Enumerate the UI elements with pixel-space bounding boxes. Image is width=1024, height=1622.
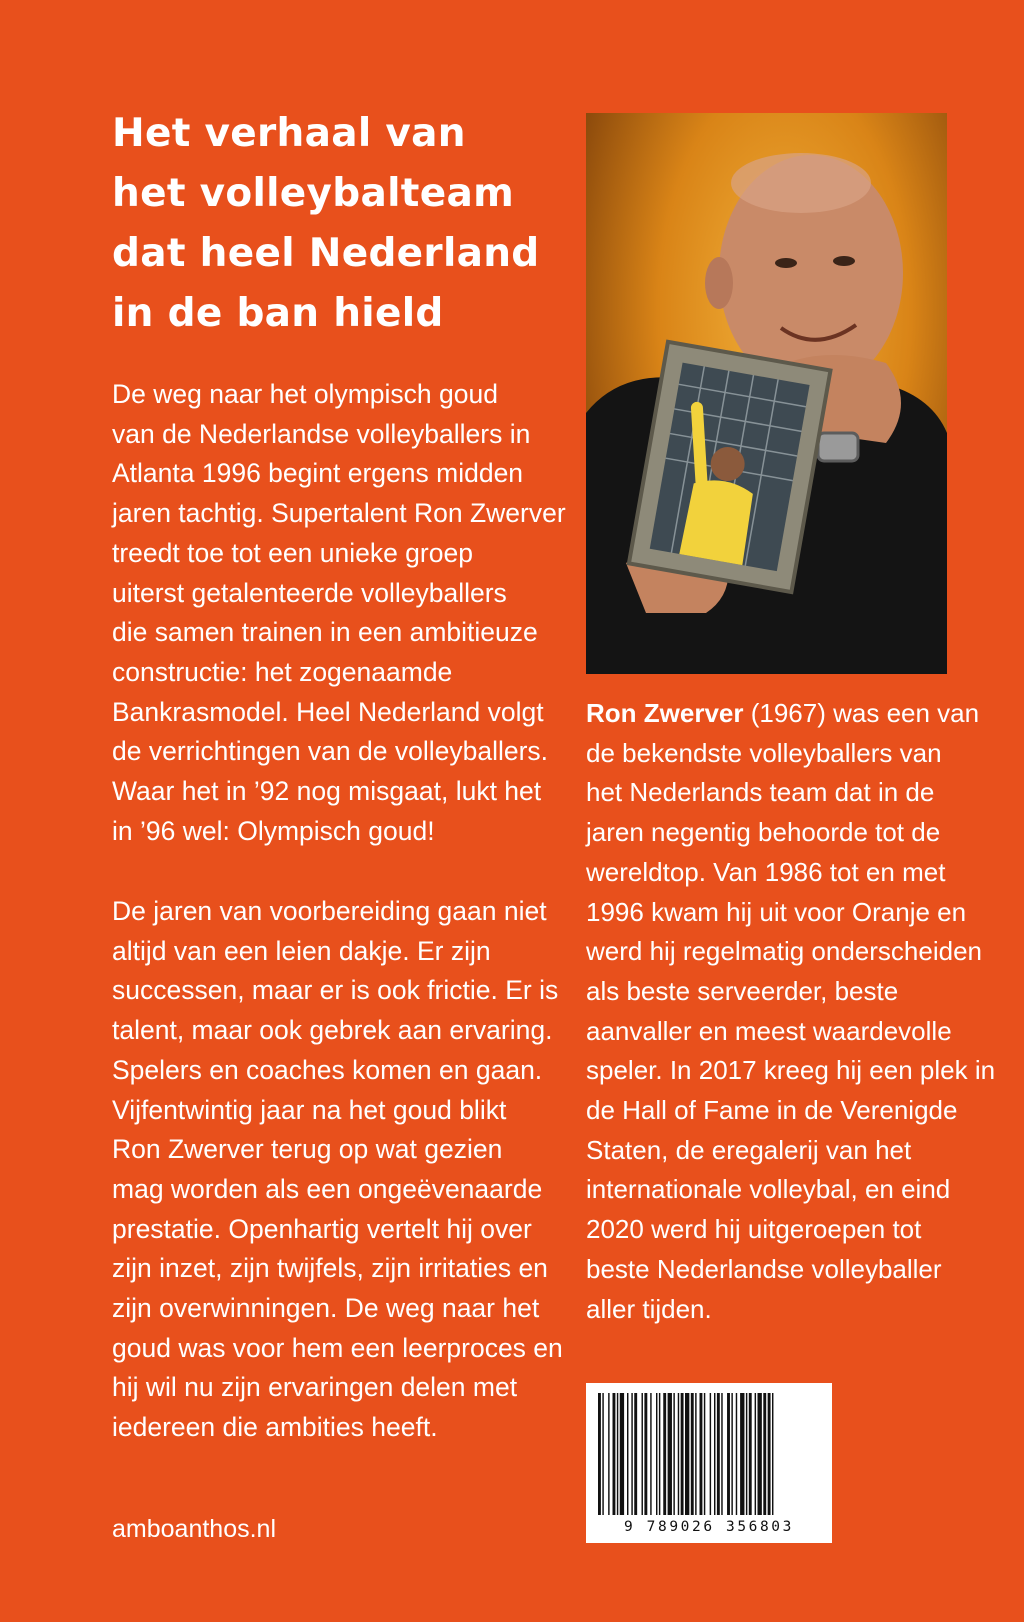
barcode-bar xyxy=(700,1393,703,1515)
barcode-bar xyxy=(663,1393,666,1515)
blurb-line: Bankrasmodel. Heel Nederland volgt xyxy=(112,696,544,727)
headline-line: het volleybalteam xyxy=(112,171,515,216)
author-portrait-illustration xyxy=(586,113,947,674)
blurb-line: hij wil nu zijn ervaringen delen met xyxy=(112,1372,518,1403)
bio-line: aller tijden. xyxy=(586,1293,712,1324)
blurb-line: de verrichtingen van de volleyballers. xyxy=(112,736,549,767)
blurb-line: mag worden als een ongeëvenaarde xyxy=(112,1173,543,1204)
bio-line: beste Nederlandse volleyballer xyxy=(586,1253,942,1284)
barcode-bar xyxy=(758,1393,762,1515)
blurb-line: De weg naar het olympisch goud xyxy=(112,379,498,409)
barcode-bar xyxy=(644,1393,647,1515)
barcode-bar xyxy=(755,1393,756,1515)
bio-line: de Hall of Fame in de Verenigde xyxy=(586,1095,958,1126)
barcode-bar xyxy=(721,1393,722,1515)
barcode-bar xyxy=(749,1393,752,1515)
blurb-line: constructie: het zogenaamde xyxy=(112,656,453,687)
barcode-bar xyxy=(668,1393,672,1515)
barcode-bar xyxy=(642,1393,643,1515)
bio-line: aanvaller en meest waardevolle xyxy=(586,1015,952,1046)
headline xyxy=(112,104,582,344)
publisher-url: amboanthos.nl xyxy=(112,1515,277,1543)
barcode-bar xyxy=(627,1393,628,1515)
barcode-bar xyxy=(685,1393,689,1515)
isbn-barcode xyxy=(586,1383,832,1543)
barcode-bar xyxy=(656,1393,657,1515)
blurb-line: in ’96 wel: Olympisch goud! xyxy=(112,815,435,846)
blurb-line: Ron Zwerver terug op wat gezien xyxy=(112,1134,503,1165)
barcode-bar xyxy=(650,1393,651,1515)
blurb-line: altijd van een leien dakje. Er zijn xyxy=(112,935,491,966)
barcode-bar xyxy=(602,1393,603,1515)
blurb-line: Spelers en coaches komen en gaan. xyxy=(112,1054,543,1085)
barcode-bar xyxy=(740,1393,744,1515)
blurb-line: prestatie. Openhartig vertelt hij over xyxy=(112,1213,532,1244)
blurb-line: Atlanta 1996 begint ergens midden xyxy=(112,458,524,489)
barcode-bar xyxy=(746,1393,747,1515)
barcode-bar xyxy=(598,1393,601,1515)
bio-line: Staten, de eregalerij van het xyxy=(586,1134,912,1165)
headline-line: Het verhaal van xyxy=(112,111,466,156)
barcode-bar xyxy=(613,1393,616,1515)
barcode-bar xyxy=(731,1393,732,1515)
blurb-line: Vijfentwintig jaar na het goud blikt xyxy=(112,1094,507,1125)
barcode-bar xyxy=(768,1393,771,1515)
blurb-line: van de Nederlandse volleyballers in xyxy=(112,418,531,449)
barcode-bar xyxy=(678,1393,679,1515)
barcode-bar xyxy=(695,1393,696,1515)
barcode-bar xyxy=(673,1393,674,1515)
blurb-line: jaren tachtig. Supertalent Ron Zwerver xyxy=(112,498,566,529)
blurb-line: goud was voor hem een leerproces en xyxy=(112,1332,563,1363)
blurb-line: Waar het in ’92 nog misgaat, lukt het xyxy=(112,776,542,807)
bio-line: wereldtop. Van 1986 tot en met xyxy=(586,856,946,887)
barcode-bar xyxy=(608,1393,609,1515)
bio-line: internationale volleybal, en eind xyxy=(586,1174,951,1205)
barcode-bar xyxy=(763,1393,766,1515)
headline-line: in de ban hield xyxy=(112,291,444,336)
barcode-bar xyxy=(772,1393,773,1515)
barcode-bar xyxy=(736,1393,737,1515)
bio-first-line xyxy=(586,694,980,734)
blurb-line: zijn overwinningen. De weg naar het xyxy=(112,1293,540,1324)
headline-line: dat heel Nederland xyxy=(112,231,540,276)
blurb-line: die samen trainen in een ambitieuze xyxy=(112,617,538,648)
bio-line: werd hij regelmatig onderscheiden xyxy=(586,936,983,967)
bio-line: als beste serveerder, beste xyxy=(586,975,899,1006)
barcode-bar xyxy=(631,1393,632,1515)
barcode-bar xyxy=(710,1393,711,1515)
blurb-line: successen, maar er is ook frictie. Er is xyxy=(112,975,559,1006)
blurb-paragraph-2 xyxy=(112,892,563,1448)
barcode-bar xyxy=(714,1393,715,1515)
bio-line: speler. In 2017 kreeg hij een plek in xyxy=(586,1055,996,1086)
author-photo xyxy=(586,113,947,674)
bio-line: jaren negentig behoorde tot de xyxy=(586,817,941,848)
author-bio xyxy=(586,694,996,1329)
barcode-bar xyxy=(617,1393,618,1515)
blurb-line: iedereen die ambities heeft. xyxy=(112,1412,438,1443)
blurb-line: uiterst getalenteerde volleyballers xyxy=(112,577,507,608)
blurb-line: talent, maar ook gebrek aan ervaring. xyxy=(112,1015,553,1046)
bio-line: 1996 kwam hij uit voor Oranje en xyxy=(586,896,967,927)
author-name: Ron Zwerver xyxy=(586,698,744,728)
bio-line: het Nederlands team dat in de xyxy=(586,777,935,808)
barcode-bar xyxy=(717,1393,720,1515)
bio-line: 2020 werd hij uitgeroepen tot xyxy=(586,1214,922,1245)
barcode-bar xyxy=(620,1393,624,1515)
barcode-bar xyxy=(691,1393,694,1515)
blurb-line: zijn inzet, zijn twijfels, zijn irritaties en xyxy=(112,1253,548,1284)
blurb-line: treedt toe tot een unieke groep xyxy=(112,537,473,568)
barcode-bar xyxy=(634,1393,637,1515)
bio-line: de bekendste volleyballers van xyxy=(586,737,942,768)
barcode-bar xyxy=(704,1393,705,1515)
barcode-bar xyxy=(727,1393,730,1515)
blurb-paragraph-1 xyxy=(112,375,566,851)
barcode-bar xyxy=(659,1393,660,1515)
barcode-bar xyxy=(681,1393,684,1515)
blurb-line: De jaren van voorbereiding gaan niet xyxy=(112,896,547,926)
barcode-digits: 9 789026 356803 xyxy=(624,1519,794,1535)
bio-line: (1967) was een van xyxy=(743,698,980,728)
